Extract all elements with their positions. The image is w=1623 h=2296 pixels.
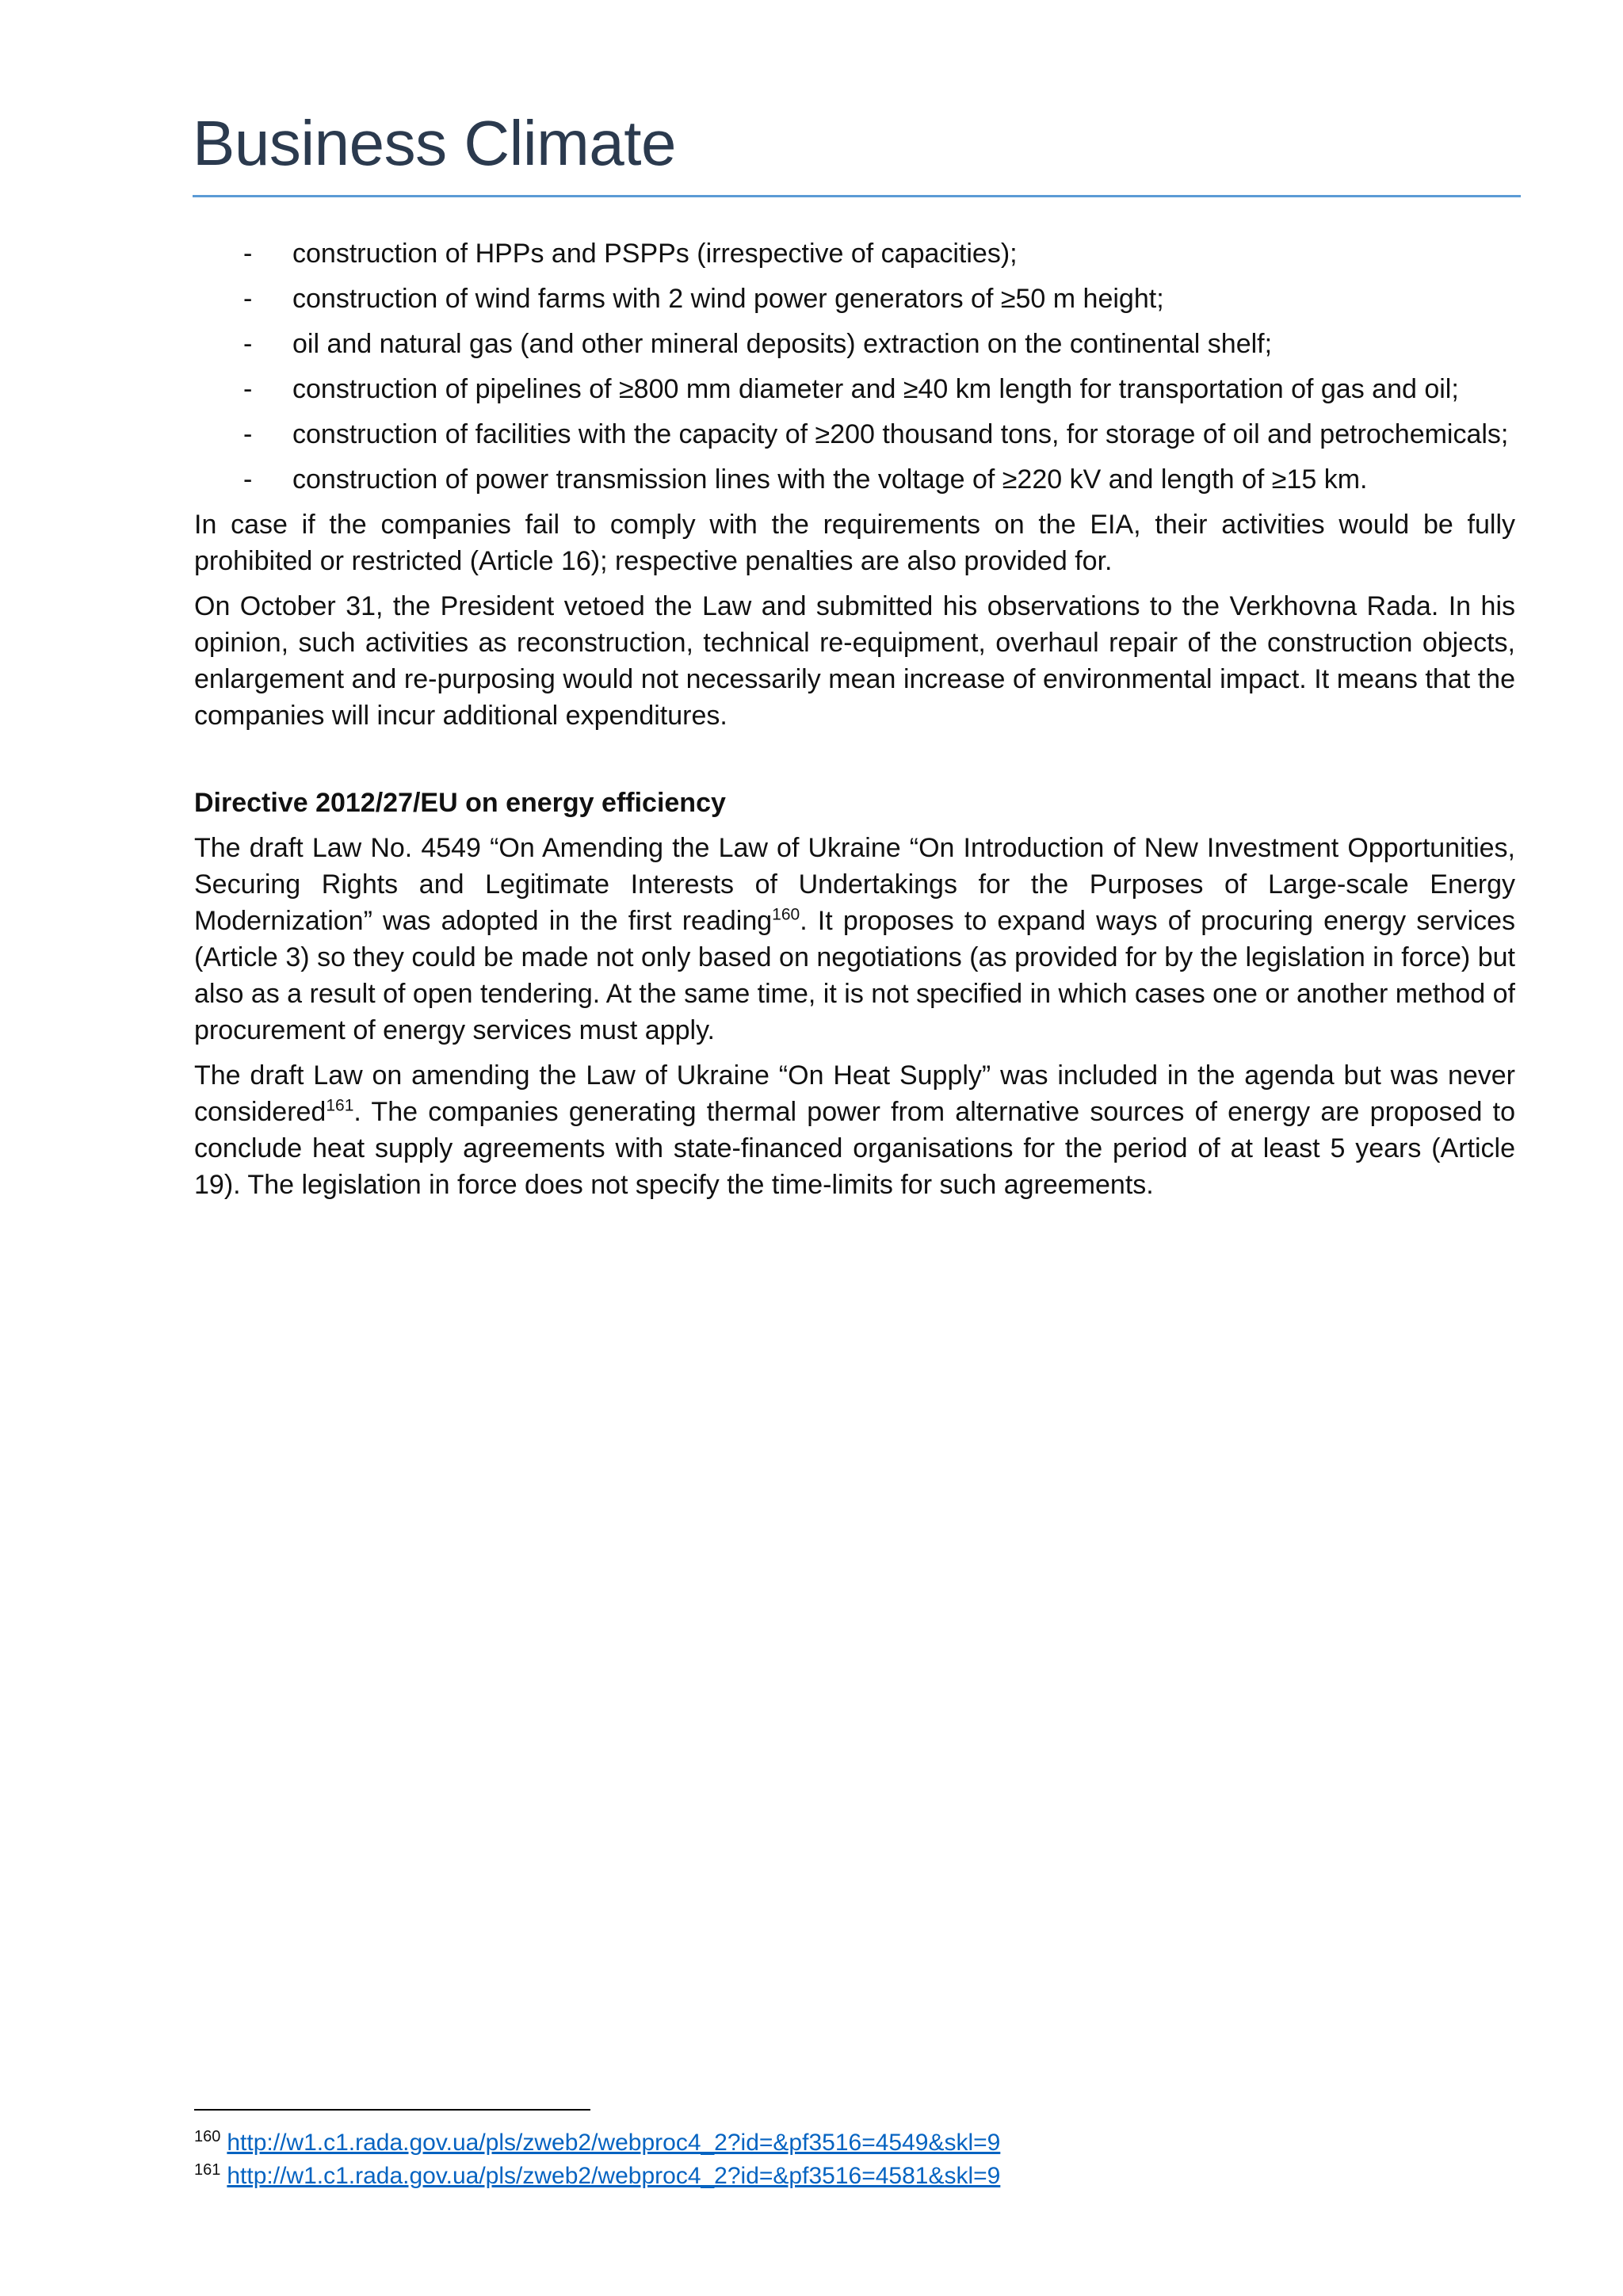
list-item-text: construction of HPPs and PSPPs (irrespective of capacities); <box>292 239 1018 269</box>
list-item <box>194 281 1515 317</box>
paragraph-text: The draft Law on amending the Law of Ukraine “On Heat Supply” was included in the agenda but was never considered <box>194 1060 1515 1127</box>
paragraph-text: . The companies generating thermal power from alternative sources of energy are proposed to conclude heat supply agreements with state-financed organisations for the period of at least 5 years (Article 19). The legislation in force does not specify the time-limits for such agreements. <box>194 1097 1515 1200</box>
list-dash: - <box>243 329 253 359</box>
list-item <box>194 371 1515 407</box>
list-item-text: construction of pipelines of ≥800 mm diameter and ≥40 km length for transportation of gas and oil; <box>292 374 1459 404</box>
paragraph-text: The draft Law No. 4549 “On Amending the Law of Ukraine “On Introduction of New Investment Opportunities, Securing Rights and Legitimate Interests of Undertakings for the Purposes of Large-scale Energy Modernization” was adopted in the first reading <box>194 833 1515 936</box>
heat-supply-paragraph <box>194 1057 1515 1203</box>
list-item-text: construction of wind farms with 2 wind power generators of ≥50 m height; <box>292 284 1164 314</box>
list-item <box>194 235 1515 272</box>
header-rule <box>193 195 1521 197</box>
list-item-text: construction of facilities with the capacity of ≥200 thousand tons, for storage of oil and petrochemicals; <box>292 419 1509 449</box>
page-title: Business Climate <box>193 108 677 178</box>
footnote-ref-160[interactable]: 160 <box>772 905 800 924</box>
footnote-link-160[interactable]: http://w1.c1.rada.gov.ua/pls/zweb2/webproc4_2?id=&pf3516=4549&skl=9 <box>227 2130 1001 2156</box>
list-dash: - <box>243 284 253 314</box>
list-dash: - <box>243 464 253 495</box>
footnotes <box>194 2126 1510 2193</box>
project-list <box>194 235 1515 498</box>
section-heading: Directive 2012/27/EU on energy efficiency <box>194 788 726 818</box>
list-dash: - <box>243 374 253 404</box>
footnote-number: 160 <box>194 2128 221 2145</box>
list-item-text: construction of power transmission lines with the voltage of ≥220 kV and length of ≥15 km. <box>292 464 1368 495</box>
eia-penalties-paragraph: In case if the companies fail to comply with the requirements on the EIA, their activities would be fully prohibited or restricted (Article 16); respective penalties are also provided for. <box>194 510 1515 576</box>
document-body <box>194 235 1515 1212</box>
draft-law-4549-paragraph <box>194 830 1515 1049</box>
footnote-number: 161 <box>194 2161 221 2179</box>
list-item <box>194 326 1515 362</box>
footnote-160 <box>194 2126 1510 2160</box>
footnote-ref-161[interactable]: 161 <box>326 1096 354 1115</box>
paragraph-text: . It proposes to expand ways of procuring energy services (Article 3) so they could be made not only based on negotiations (as provided for by the legislation in force) but also as a result of open tendering. At the same time, it is not specified in which cases one or another method of procurement of energy services must apply. <box>194 906 1515 1045</box>
list-item-text: oil and natural gas (and other mineral deposits) extraction on the continental shelf; <box>292 329 1273 359</box>
footnote-link-161[interactable]: http://w1.c1.rada.gov.ua/pls/zweb2/webproc4_2?id=&pf3516=4581&skl=9 <box>227 2163 1001 2189</box>
footnote-161 <box>194 2160 1510 2193</box>
footnote-separator <box>194 2109 590 2111</box>
list-item <box>194 416 1515 453</box>
page-header <box>193 97 1521 197</box>
presidential-veto-paragraph: On October 31, the President vetoed the Law and submitted his observations to the Verkhovna Rada. In his opinion, such activities as reconstruction, technical re-equipment, overhaul repair of the construction objects, enlargement and re-purposing would not necessarily mean increase of environmental impact. It means that the companies will incur additional expenditures. <box>194 591 1515 731</box>
list-dash: - <box>243 419 253 449</box>
list-dash: - <box>243 239 253 269</box>
list-item <box>194 461 1515 498</box>
